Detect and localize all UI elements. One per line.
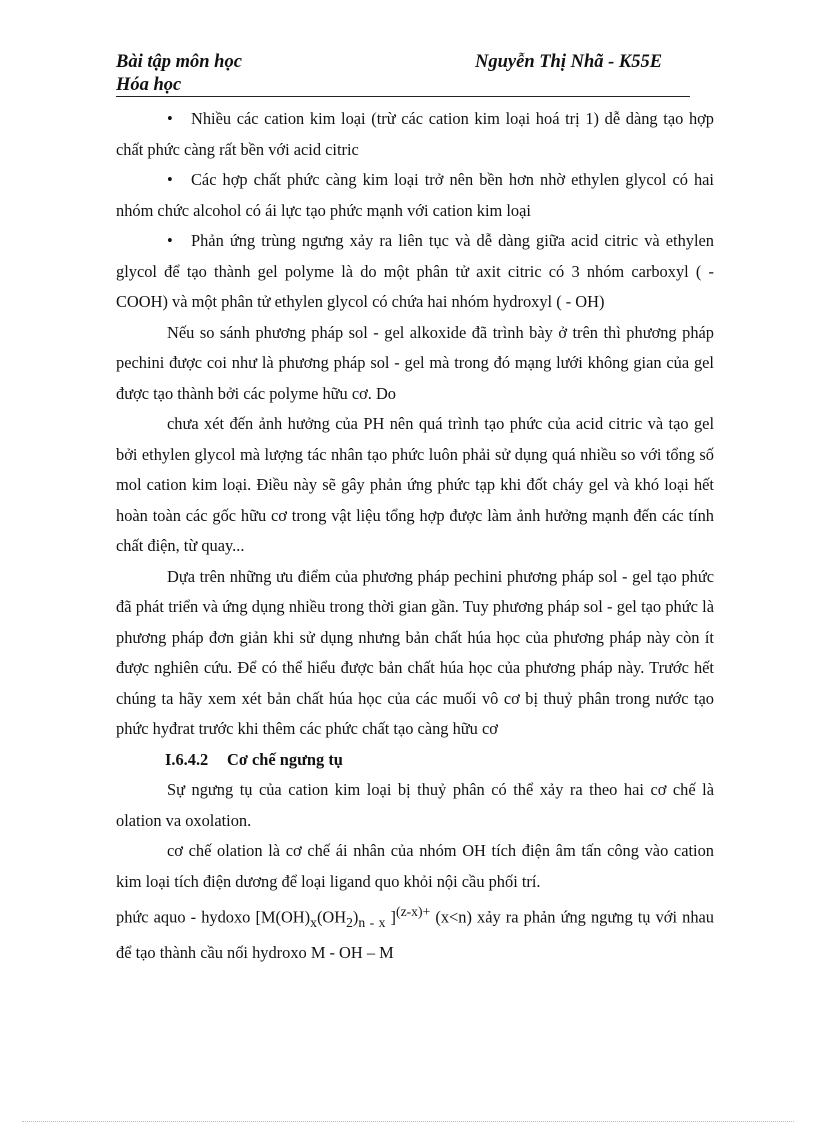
formula-sub: 2 [346,914,353,930]
formula-sub: n - x [358,914,386,930]
formula-text: (x<n) xảy ra phản ứng ngưng tụ với nhau để tạo thành cầu nối hydroxo M - OH – M [116,907,715,963]
bullet-text: Nhiều các cation kim loại (trừ các cation kim loại hoá trị 1) dễ dàng tạo hợp chất phức càng rất bền với acid citric [116,109,714,159]
bullet-text: Phản ứng trùng ngưng xảy ra liên tục và dễ dàng giữa acid citric và ethylen glycol để tạo thành gel polyme là do một phân tử axit citric có 3 nhóm carboxyl ( - COOH) và một phân tử ethylen glycol có chứa hai nhóm hydroxyl ( - OH) [116,231,714,311]
formula-sub: x [310,914,317,930]
formula-text: ] [385,907,397,927]
document-body [116,104,714,969]
formula-text: phức aquo - hydoxo [M(OH) [116,907,311,927]
page-bottom-border [22,1121,794,1122]
bullet-icon: • [167,170,173,189]
bullet-item [116,226,714,318]
page-header [116,48,690,97]
paragraph: chưa xét đến ảnh hưởng của PH nên quá trình tạo phức của acid citric và tạo gel bởi ethylen glycol mà lượng tác nhân tạo phức luôn phải sử dụng quá nhiều so với tổng số mol cation kim loại. Điều này sẽ gây phản ứng phức tạp khi đốt cháy gel và khó loại hết hoàn toàn các gốc hữu cơ trong vật liệu tổng hợp được làm ảnh hưởng mạnh đến các tính chất điện, từ quay... [116,414,714,555]
paragraph: Sự ngưng tụ của cation kim loại bị thuỷ phân có thể xảy ra theo hai cơ chế là olation va oxolation. [116,780,714,830]
header-subject: Hóa học [116,75,182,95]
section-number: I.6.4.2 [165,749,209,769]
header-course-title: Bài tập môn học [116,52,242,72]
header-author: Nguyễn Thị Nhã - K55E [475,52,663,72]
paragraph-formula [116,897,714,969]
formula-text: ) [352,907,359,927]
formula-text: (OH [316,907,347,927]
bullet-item [116,165,714,226]
section-heading [116,745,714,776]
bullet-text: Các hợp chất phức càng kim loại trở nên bền hơn nhờ ethylen glycol có hai nhóm chức alcohol có ái lực tạo phức mạnh với cation kim loại [116,170,714,220]
section-title: Cơ chế ngưng tụ [227,749,343,769]
paragraph: cơ chế olation là cơ chế ái nhân của nhóm OH tích điện âm tấn công vào cation kim loại tích điện dương để loại ligand quo khỏi nội cầu phối trí. [116,841,714,891]
paragraph: Nếu so sánh phương pháp sol - gel alkoxide đã trình bày ở trên thì phương pháp pechini được coi như là phương pháp sol - gel mà trong đó mạng lưới không gian của gel được tạo thành bởi các polyme hữu cơ. Do [116,322,714,403]
bullet-icon: • [167,231,173,250]
bullet-icon: • [167,109,173,128]
formula-sup: (z-x)+ [396,904,431,919]
paragraph: Dựa trên những ưu điểm của phương pháp pechini phương pháp sol - gel tạo phức đã phát triển và ứng dụng nhiều trong thời gian gần. Tuy phương pháp sol - gel tạo phức là phương pháp đơn giản khi sử dụng nhưng bản chất húa học của phương pháp này còn ít được nghiên cứu. Để có thể hiểu được bản chất húa học của phương pháp này. Trước hết chúng ta hãy xem xét bản chất húa học của các muối vô cơ bị thuỷ phân trong nước tạo phức hyđrat trước khi thêm các phức chất tạo càng hữu cơ [116,566,714,738]
bullet-item [116,104,714,165]
